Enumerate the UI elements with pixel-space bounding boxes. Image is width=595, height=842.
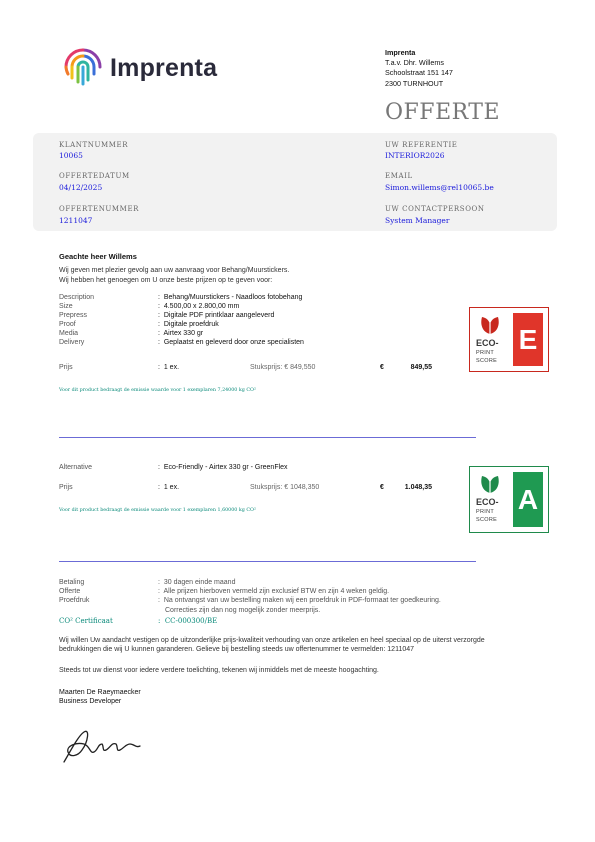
eco-print-score-badge	[469, 307, 549, 372]
referentie-label: UW REFERENTIE	[385, 141, 458, 149]
address-street: Schoolstraat 151 147	[385, 68, 453, 78]
address-company: Imprenta	[385, 48, 416, 57]
spec-label: Proof	[59, 321, 76, 328]
unit-price: Stuksprijs: € 1048,350	[250, 484, 320, 491]
alternative-label: Alternative	[59, 464, 93, 471]
offertedatum-label: OFFERTEDATUM	[59, 172, 130, 180]
offertedatum-value: 04/12/2025	[59, 183, 103, 192]
co2-certificate-value: : CC-000300/BE	[158, 617, 218, 625]
closing-line-2: bedrukkingen die wij U kunnen garanderen. Gelieve bij bestelling steeds uw offertenummer te vermelden: 1211047	[59, 646, 415, 653]
klantnummer-value: 10065	[59, 151, 83, 160]
leaf-icon	[478, 473, 502, 495]
price-label: Prijs	[59, 484, 73, 491]
term-value: : Na ontvangst van uw bestelling maken wij een proefdruk in PDF-formaat ter goedkeuring.	[158, 597, 441, 604]
badge-score-word: SCORE	[476, 358, 498, 364]
term-label: Betaling	[59, 579, 85, 586]
term-value: : 30 dagen einde maand	[158, 579, 236, 586]
recipient-address	[385, 48, 453, 89]
price-qty: : 1 ex.	[158, 364, 180, 371]
greeting: Geachte heer Willems	[59, 252, 137, 261]
emission-note: Voor dit product bedraagt de emissie waarde voor 1 exemplaren 7,24000 kg CO²	[59, 388, 256, 393]
price-label: Prijs	[59, 364, 73, 371]
badge-print-word: PRINT	[476, 509, 494, 515]
contact-value: System Manager	[385, 216, 450, 225]
address-city: 2300 TURNHOUT	[385, 78, 444, 88]
address-attn: T.a.v. Dhr. Willems	[385, 58, 444, 68]
intro-line-1: Wij geven met plezier gevolg aan uw aanvraag voor Behang/Muurstickers.	[59, 267, 290, 274]
badge-score-word: SCORE	[476, 517, 498, 523]
spec-label: Prepress	[59, 312, 88, 319]
leaf-icon	[478, 314, 502, 336]
badge-letter: A	[513, 472, 543, 527]
spec-label: Size	[59, 303, 73, 310]
currency-symbol: €	[380, 484, 384, 491]
email-label: EMAIL	[385, 172, 413, 180]
offertenummer-value: 1211047	[59, 216, 93, 225]
co2-certificate-label: CO² Certificaat	[59, 617, 113, 625]
currency-symbol: €	[380, 364, 384, 371]
eco-print-score-badge	[469, 466, 549, 533]
klantnummer-label: KLANTNUMMER	[59, 141, 129, 149]
spec-label: Media	[59, 330, 79, 337]
email-value[interactable]: Simon.willems@rel10065.be	[385, 183, 494, 192]
contact-label: UW CONTACTPERSOON	[385, 205, 485, 213]
signature-icon	[60, 722, 150, 767]
signer-title: Business Developer	[59, 698, 122, 705]
divider	[59, 437, 476, 438]
signer-name: Maarten De Raeymaecker	[59, 689, 141, 696]
closing-line-3: Steeds tot uw dienst voor iedere verdere toelichting, tekenen wij inmiddels met de meeste hoogachting.	[59, 667, 379, 674]
badge-letter: E	[513, 313, 543, 366]
badge-eco-word: ECO-	[476, 338, 499, 348]
badge-print-word: PRINT	[476, 350, 494, 356]
term-label: Offerte	[59, 588, 81, 595]
spec-value: : Airtex 330 gr	[158, 330, 204, 337]
company-name: Imprenta	[110, 54, 218, 82]
spec-value: : 4.500,00 x 2.800,00 mm	[158, 303, 240, 310]
spec-value: : Geplaatst en geleverd door onze specialisten	[158, 339, 304, 346]
intro-line-2: Wij hebben het genoegen om U onze beste prijzen op te geven voor:	[59, 277, 273, 284]
company-logo	[60, 44, 106, 90]
fingerprint-logo-icon	[60, 44, 106, 90]
total-price: 1.048,35	[404, 484, 432, 491]
divider	[59, 561, 476, 562]
term-value: Correcties zijn dan nog mogelijk zonder meerprijs.	[165, 607, 321, 614]
badge-eco-word: ECO-	[476, 497, 499, 507]
price-qty: : 1 ex.	[158, 484, 180, 491]
unit-price: Stuksprijs: € 849,550	[250, 364, 316, 371]
offertenummer-label: OFFERTENUMMER	[59, 205, 140, 213]
spec-label: Delivery	[59, 339, 85, 346]
spec-value: : Digitale PDF printklaar aangeleverd	[158, 312, 275, 319]
spec-value: : Digitale proefdruk	[158, 321, 219, 328]
closing-line-1: Wij willen Uw aandacht vestigen op de uitzonderlijke prijs-kwaliteit verhouding van onze artikelen en heel speciaal op de uiterst verzorgde	[59, 637, 485, 644]
spec-value: : Behang/Muurstickers - Naadloos fotobehang	[158, 294, 303, 301]
emission-note: Voor dit product bedraagt de emissie waarde voor 1 exemplaren 1,60000 kg CO²	[59, 508, 256, 513]
term-value: : Alle prijzen hierboven vermeld zijn exclusief BTW en zijn 4 weken geldig.	[158, 588, 390, 595]
referentie-value: INTERIOR2026	[385, 151, 445, 160]
document-title: OFFERTE	[385, 100, 501, 125]
spec-label: Description	[59, 294, 95, 301]
total-price: 849,55	[410, 364, 432, 371]
term-label: Proefdruk	[59, 597, 90, 604]
alternative-value: : Eco-Friendly - Airtex 330 gr - GreenFlex	[158, 464, 288, 471]
